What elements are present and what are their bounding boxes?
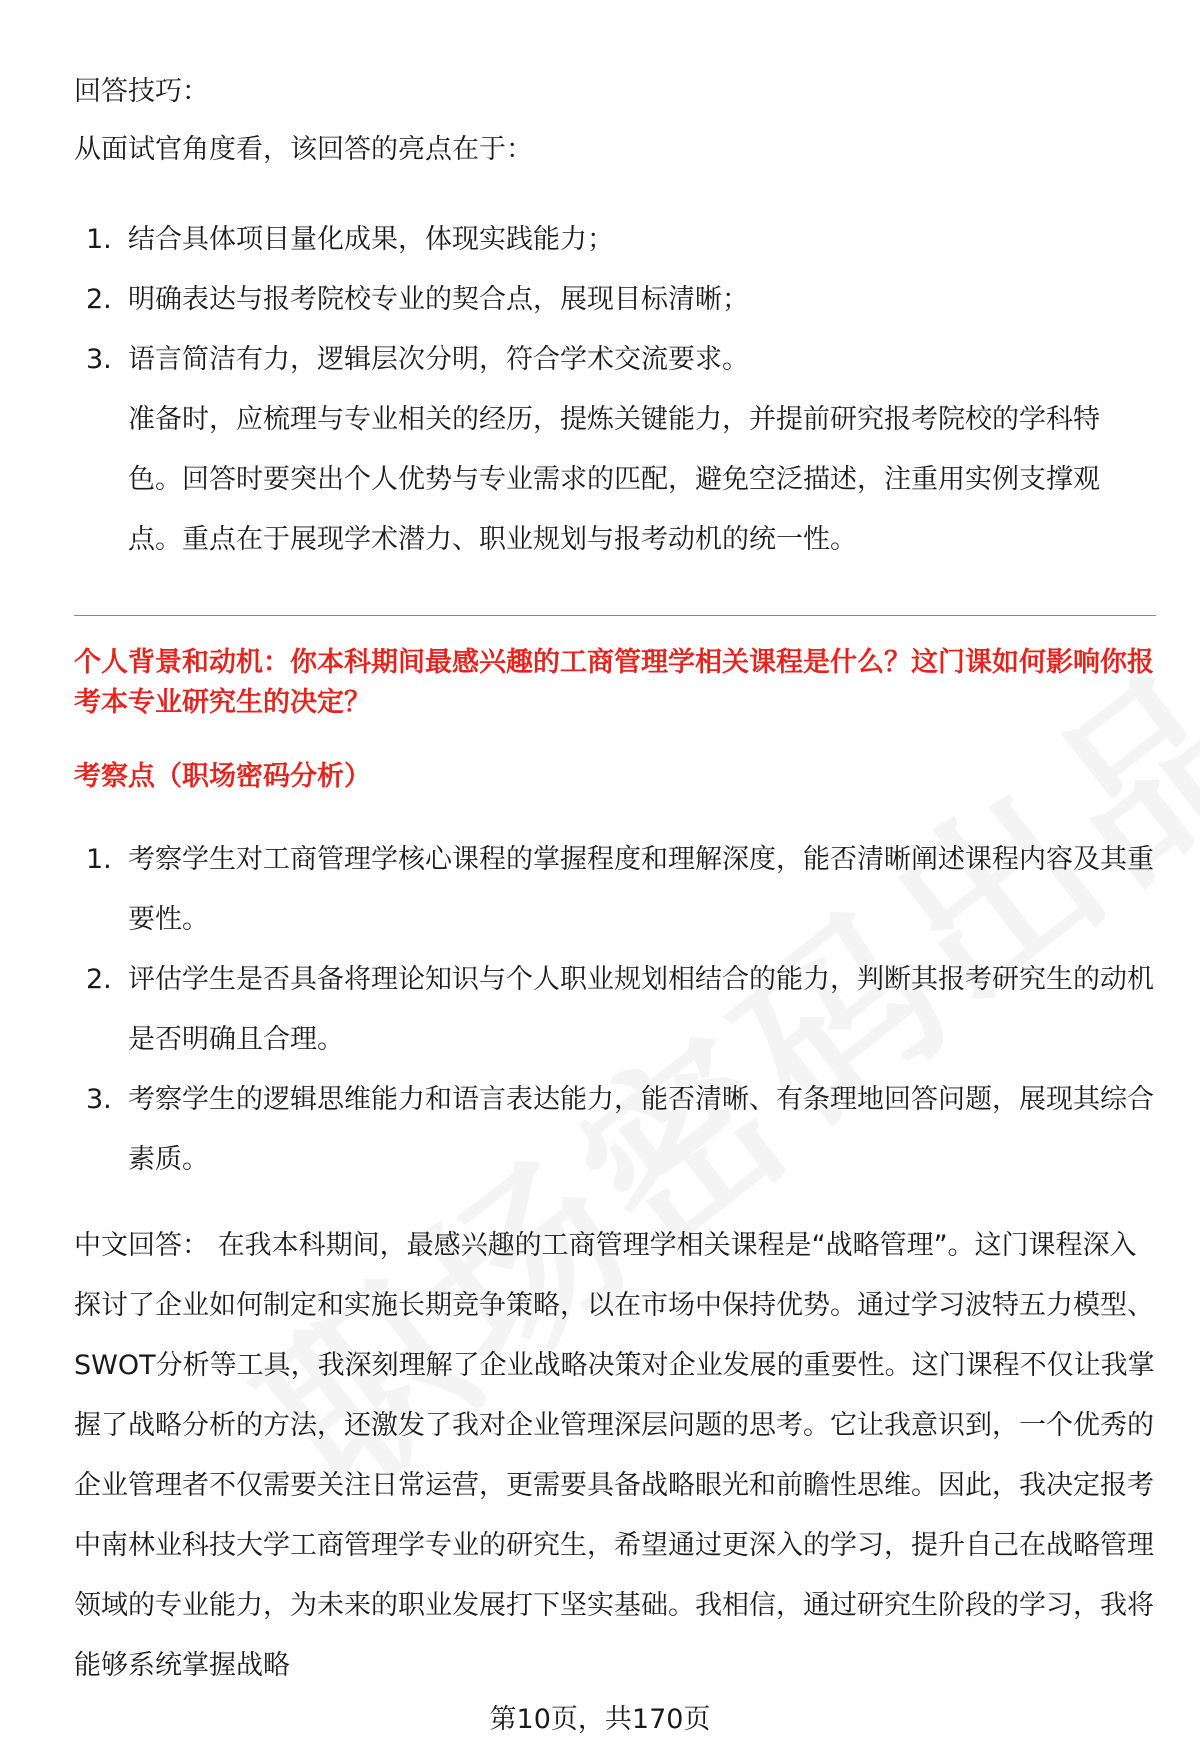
tips-intro: 从面试官角度看，该回答的亮点在于： [74, 134, 533, 165]
highlights-list [74, 210, 1154, 390]
question-heading: 个人背景和动机：你本科期间最感兴趣的工商管理学相关课程是什么？这门课如何影响你报考本专业研究生的决定？ [74, 647, 1154, 718]
list-text: 明确表达与报考院校专业的契合点，展现目标清晰； [128, 284, 749, 315]
list-item [74, 330, 1154, 390]
answer-label: 中文回答： [74, 1230, 209, 1261]
list-item [74, 270, 1154, 330]
tips-title: 回答技巧： [74, 76, 209, 107]
answer-text: 在我本科期间，最感兴趣的工商管理学相关课程是“战略管理”。这门课程深入探讨了企业如何制定和实施长期竞争策略，以在市场中保持优势。通过学习波特五力模型、SWOT分析等工具，我深刻理解了企业战略决策对企业发展的重要性。这门课程不仅让我掌握了战略分析的方法，还激发了我对企业管理深层问题的思考。它让我意识到，一个优秀的企业管理者不仅需要关注日常运营，更需要具备战略眼光和前瞻性思维。因此，我决定报考中南林业科技大学工商管理学专业的研究生，希望通过更深入的学习，提升自己在战略管理领域的专业能力，为未来的职业发展打下坚实基础。我相信，通过研究生阶段的学习，我将能够系统掌握战略 [74, 1230, 1155, 1681]
list-item [74, 950, 1154, 1070]
section-divider [74, 615, 1156, 616]
list-number: 3. [86, 1084, 112, 1115]
list-text: 考察学生对工商管理学核心课程的掌握程度和理解深度，能否清晰阐述课程内容及其重要性。 [128, 844, 1154, 935]
list-text: 考察学生的逻辑思维能力和语言表达能力，能否清晰、有条理地回答问题，展现其综合素质。 [128, 1084, 1154, 1175]
list-text: 语言简洁有力，逻辑层次分明，符合学术交流要求。 [128, 344, 749, 375]
examine-title: 考察点（职场密码分析） [74, 761, 371, 792]
list-item [74, 830, 1154, 950]
answer-paragraph [74, 1216, 1156, 1696]
list-text: 结合具体项目量化成果，体现实践能力； [128, 224, 614, 255]
list-item [74, 1070, 1154, 1190]
list-number: 1. [86, 844, 112, 875]
list-number: 2. [86, 284, 112, 315]
list-number: 2. [86, 964, 112, 995]
page-number: 第10页，共170页 [489, 1704, 711, 1735]
examine-list [74, 830, 1154, 1190]
list-item [74, 210, 1154, 270]
list-number: 1. [86, 224, 112, 255]
list-number: 3. [86, 344, 112, 375]
preparation-tips: 准备时，应梳理与专业相关的经历，提炼关键能力，并提前研究报考院校的学科特色。回答时要突出个人优势与专业需求的匹配，避免空泛描述，注重用实例支撑观点。重点在于展现学术潜力、职业规划与报考动机的统一性。 [128, 404, 1100, 555]
list-text: 评估学生是否具备将理论知识与个人职业规划相结合的能力，判断其报考研究生的动机是否明确且合理。 [128, 964, 1154, 1055]
